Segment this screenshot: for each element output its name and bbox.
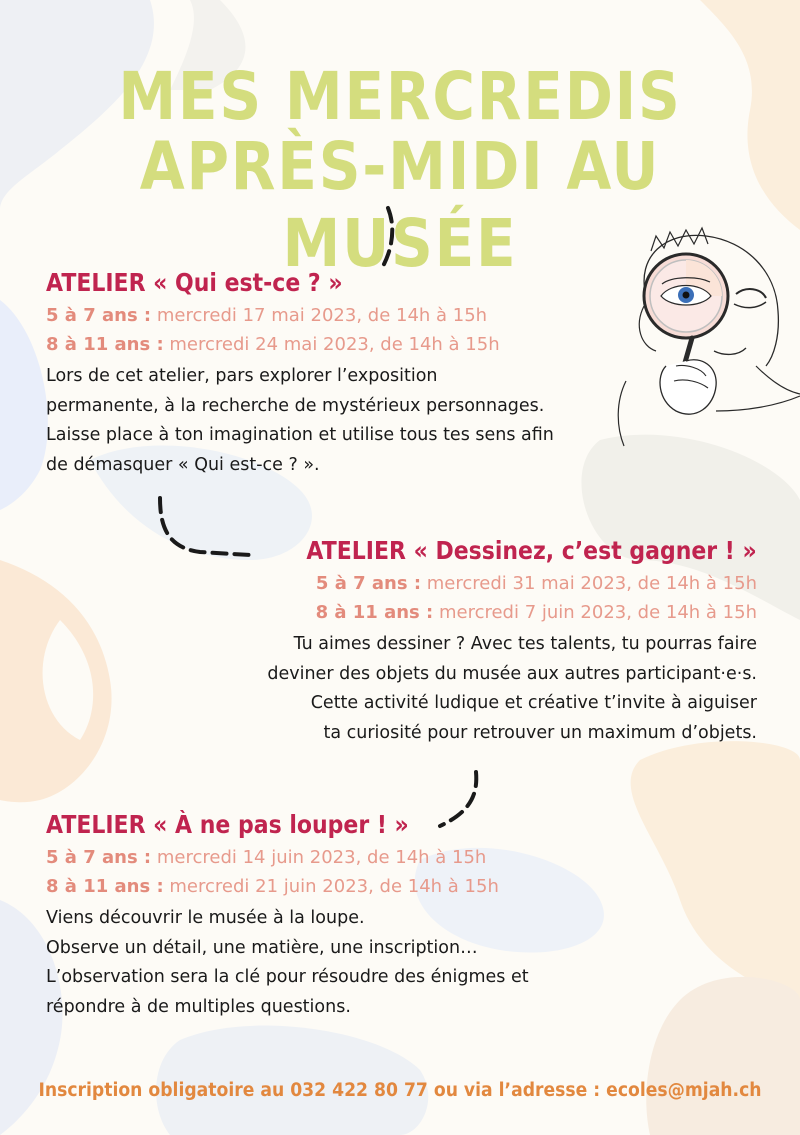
session-line (197, 569, 757, 598)
session-date: mercredi 14 juin 2023, de 14h à 15h (151, 847, 487, 868)
session-date: mercredi 21 juin 2023, de 14h à 15h (163, 876, 499, 897)
workshop-section-2 (197, 536, 757, 748)
workshop-heading: ATELIER « Dessinez, c’est gagner ! » (306, 536, 757, 565)
description-line: de démasquer « Qui est-ce ? ». (46, 454, 320, 475)
description-line: Lors de cet atelier, pars explorer l’exposition (46, 366, 438, 386)
session-line (197, 598, 757, 627)
page-title-line-2: APRÈS-MIDI AU MUSÉE (139, 128, 661, 282)
description-line: permanente, à la recherche de mystérieux personnages. (46, 395, 545, 416)
registration-footer: Inscription obligatoire au 032 422 80 77 ou via l’adresse : ecoles@mjah.ch (38, 1080, 762, 1101)
description-line: répondre à de multiples questions. (46, 996, 351, 1017)
workshop-section-1 (46, 268, 606, 480)
description-line: Laisse place à ton imagination et utilise tous tes sens afin (46, 425, 554, 445)
description-line: deviner des objets du musée aux autres participant·e·s. (267, 663, 757, 684)
age-group: 5 à 7 ans : (46, 305, 152, 326)
workshop-section-3 (46, 810, 646, 1022)
session-line (46, 330, 606, 359)
age-group: 5 à 7 ans : (315, 573, 422, 594)
workshop-description (46, 362, 606, 480)
workshop-description (46, 904, 646, 1022)
workshop-heading: ATELIER « À ne pas louper ! » (46, 810, 409, 839)
description-line: Observe un détail, une matière, une inscription… (46, 937, 478, 958)
session-date: mercredi 24 mai 2023, de 14h à 15h (163, 334, 500, 355)
age-group: 8 à 11 ans : (315, 602, 434, 623)
description-line: Cette activité ludique et créative t’invite à aiguiser (310, 693, 757, 713)
session-date: mercredi 31 mai 2023, de 14h à 15h (421, 573, 757, 594)
description-line: Tu aimes dessiner ? Avec tes talents, tu pourras faire (293, 634, 757, 654)
description-line: L’observation sera la clé pour résoudre des énigmes et (46, 967, 529, 987)
age-group: 8 à 11 ans : (46, 334, 164, 355)
session-line (46, 301, 606, 330)
workshop-heading: ATELIER « Qui est-ce ? » (46, 268, 343, 297)
session-line (46, 872, 646, 901)
description-line: ta curiosité pour retrouver un maximum d’objets. (323, 722, 757, 743)
age-group: 8 à 11 ans : (46, 876, 164, 897)
age-group: 5 à 7 ans : (46, 847, 152, 868)
session-date: mercredi 17 mai 2023, de 14h à 15h (151, 305, 488, 326)
page-title-line-1: MES MERCREDIS (118, 58, 682, 135)
description-line: Viens découvrir le musée à la loupe. (46, 908, 365, 928)
session-date: mercredi 7 juin 2023, de 14h à 15h (433, 602, 757, 623)
session-line (46, 843, 646, 872)
workshop-description (197, 630, 757, 748)
